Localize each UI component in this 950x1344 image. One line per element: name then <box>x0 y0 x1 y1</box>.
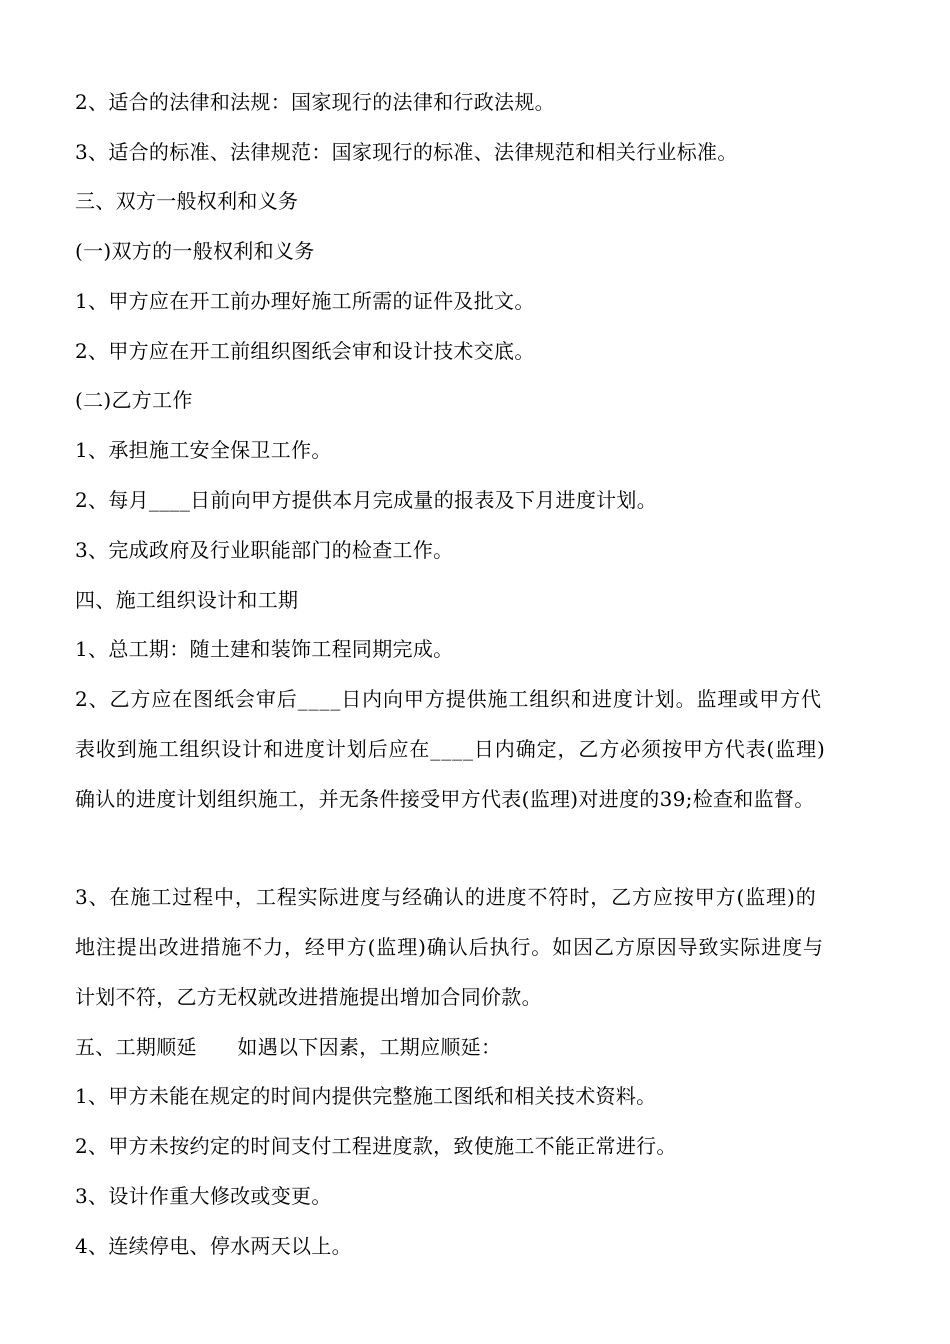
text-line: 表收到施工组织设计和进度计划后应在____日内确定，乙方必须按甲方代表(监理) <box>75 737 826 761</box>
text-line: 2、每月____日前向甲方提供本月完成量的报表及下月进度计划。 <box>75 488 658 512</box>
text-line: 4、连续停电、停水两天以上。 <box>75 1234 352 1258</box>
text-line: 1、甲方应在开工前办理好施工所需的证件及批文。 <box>75 289 535 313</box>
text-line: 3、在施工过程中，工程实际进度与经确认的进度不符时，乙方应按甲方(监理)的 <box>75 885 817 909</box>
text-line: 1、甲方未能在规定的时间内提供完整施工图纸和相关技术资料。 <box>75 1084 657 1108</box>
subsection-heading: (二)乙方工作 <box>75 388 193 412</box>
section-heading: 三、双方一般权利和义务 <box>75 189 299 213</box>
text-line: 2、乙方应在图纸会审后____日内向甲方提供施工组织和进度计划。监理或甲方代 <box>75 687 822 711</box>
text-line: 3、完成政府及行业职能部门的检查工作。 <box>75 538 454 562</box>
section-heading: 四、施工组织设计和工期 <box>75 588 299 612</box>
section-heading: 五、工期顺延 如遇以下因素，工期应顺延： <box>75 1035 502 1059</box>
text-line: 1、承担施工安全保卫工作。 <box>75 438 332 462</box>
text-line: 1、总工期：随土建和装饰工程同期完成。 <box>75 637 454 661</box>
text-line: 3、适合的标准、法律规范：国家现行的标准、法律规范和相关行业标准。 <box>75 140 738 164</box>
text-line: 2、适合的法律和法规：国家现行的法律和行政法规。 <box>75 90 555 114</box>
text-line: 3、设计作重大修改或变更。 <box>75 1184 332 1208</box>
subsection-heading: (一)双方的一般权利和义务 <box>75 239 315 263</box>
text-line: 2、甲方应在开工前组织图纸会审和设计技术交底。 <box>75 339 535 363</box>
text-line: 地注提出改进措施不力，经甲方(监理)确认后执行。如因乙方原因导致实际进度与 <box>75 935 824 959</box>
text-line: 2、甲方未按约定的时间支付工程进度款，致使施工不能正常进行。 <box>75 1134 677 1158</box>
text-line: 计划不符，乙方无权就改进措施提出增加合同价款。 <box>75 985 542 1009</box>
text-line: 确认的进度计划组织施工，并无条件接受甲方代表(监理)对进度的39;检查和监督。 <box>75 787 815 811</box>
